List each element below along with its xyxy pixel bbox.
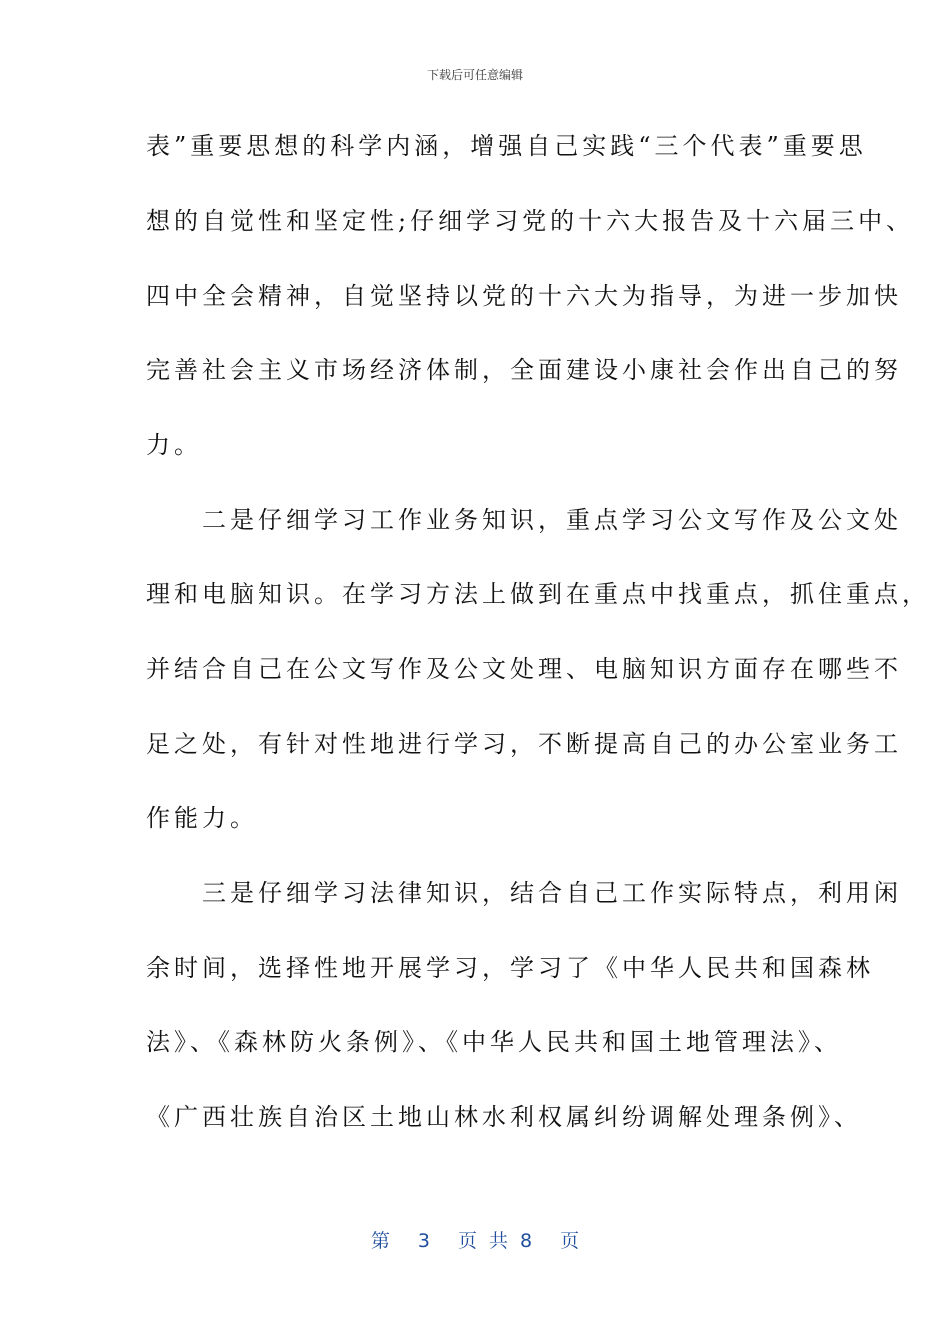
body-line: 四中全会精神，自觉坚持以党的十六大为指导，为进一步加快	[146, 282, 902, 310]
body-line: 完善社会主义市场经济体制，全面建设小康社会作出自己的努	[146, 356, 902, 384]
body-line: 力。	[146, 431, 202, 459]
body-line: 余时间，选择性地开展学习，学习了《中华人民共和国森林	[146, 954, 874, 982]
body-line: 《广西壮族自治区土地山林水利权属纠纷调解处理条例》、	[146, 1103, 862, 1131]
total-pages: 8	[520, 1230, 533, 1252]
body-line: 二是仔细学习工作业务知识，重点学习公文写作及公文处	[146, 506, 902, 534]
body-line: 并结合自己在公文写作及公文处理、电脑知识方面存在哪些不	[146, 655, 902, 683]
total-label: 共	[489, 1230, 509, 1252]
page-header: 下载后可任意编辑	[426, 68, 523, 82]
page-footer	[0, 1226, 950, 1253]
body-line: 想的自觉性和坚定性;仔细学习党的十六大报告及十六届三中、	[146, 207, 915, 235]
total-unit: 页	[560, 1230, 580, 1252]
body-line: 表”重要思想的科学内涵，增强自己实践“三个代表”重要思	[146, 132, 867, 160]
page-unit: 页	[457, 1230, 477, 1252]
body-line: 足之处，有针对性地进行学习，不断提高自己的办公室业务工	[146, 730, 902, 758]
body-line: 三是仔细学习法律知识，结合自己工作实际特点，利用闲	[146, 879, 902, 907]
page-label: 第	[370, 1230, 390, 1252]
body-line: 作能力。	[146, 804, 258, 832]
body-line: 法》、《森林防火条例》、《中华人民共和国土地管理法》、	[146, 1028, 842, 1056]
page-number: 3	[417, 1230, 430, 1252]
body-line: 理和电脑知识。在学习方法上做到在重点中找重点，抓住重点，	[146, 580, 930, 608]
